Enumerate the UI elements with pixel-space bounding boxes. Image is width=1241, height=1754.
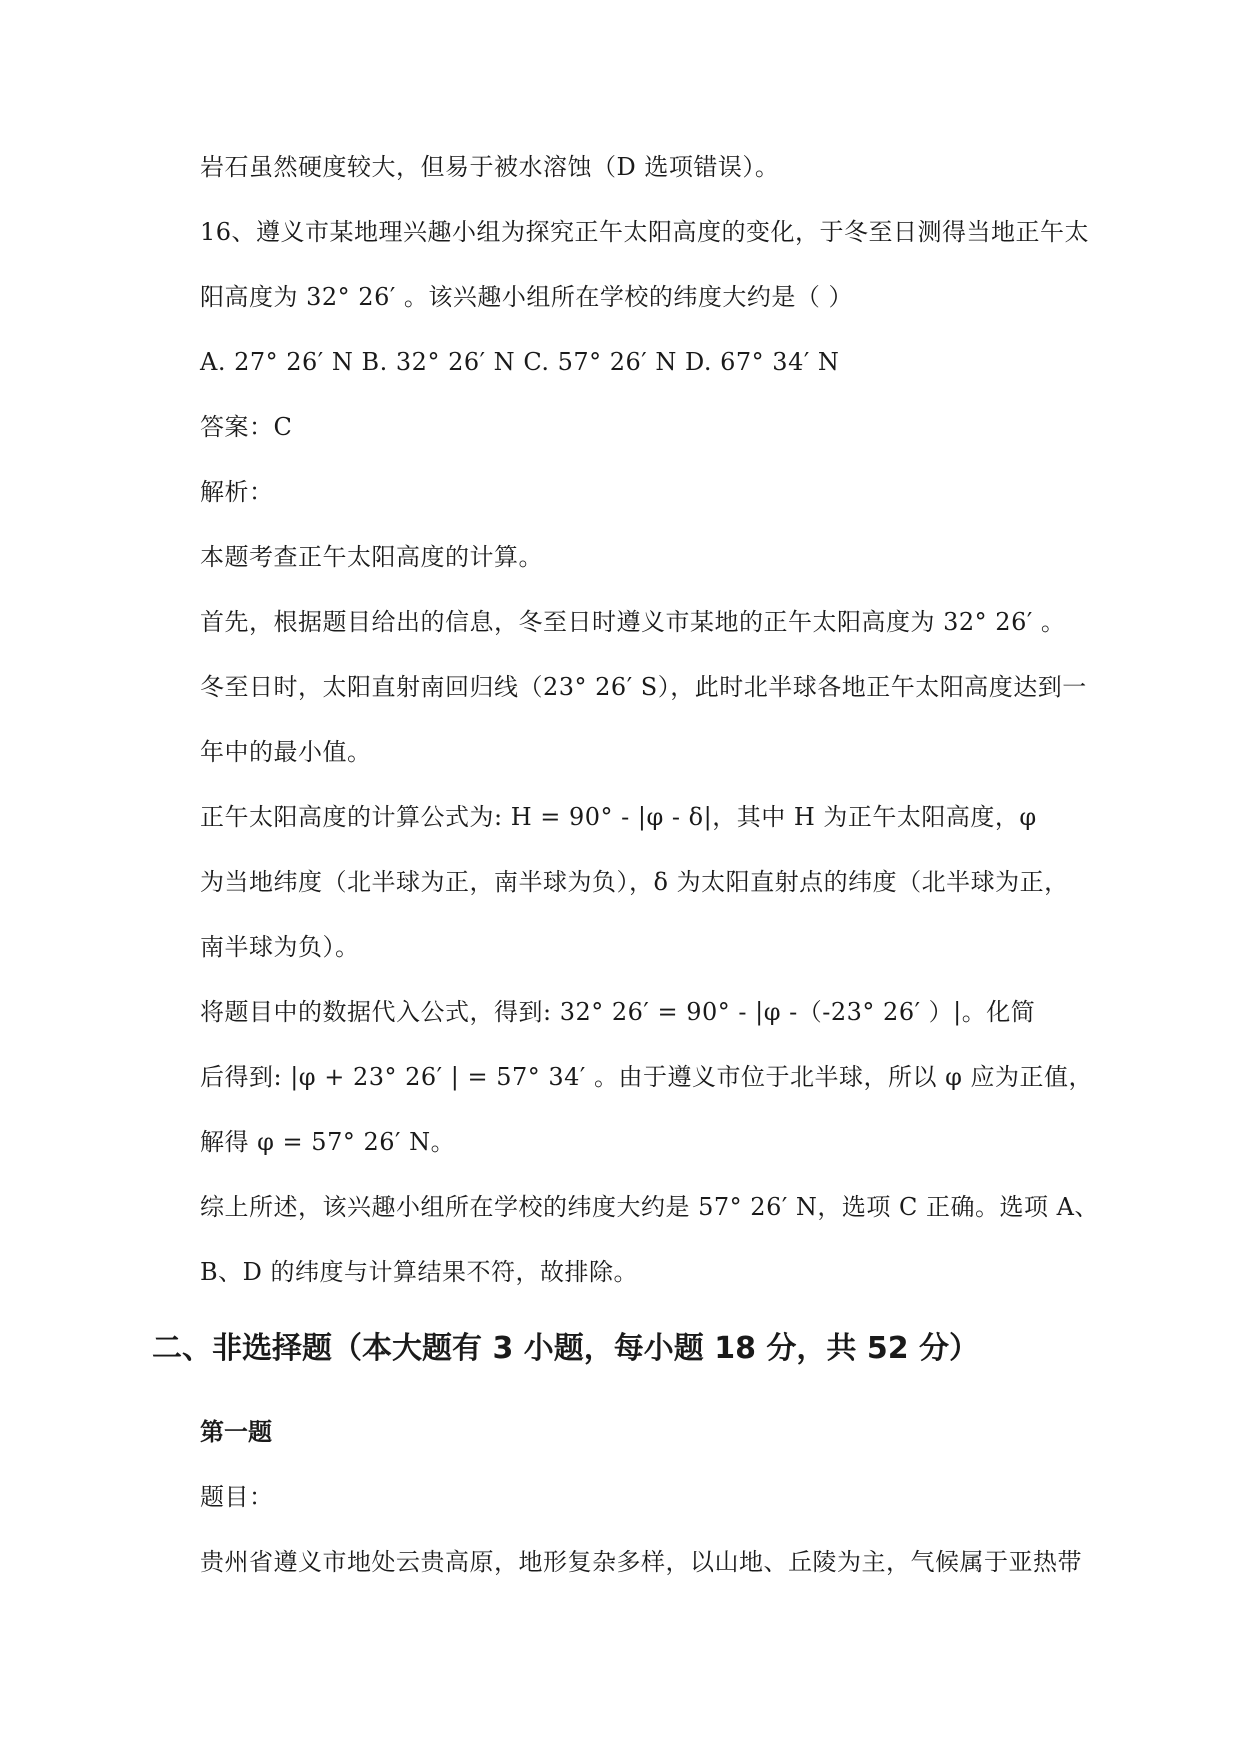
answer-line: 答案：C [200,413,293,441]
question-title: 第一题 [200,1418,272,1446]
text-line: 岩石虽然硬度较大，但易于被水溶蚀（D 选项错误）。 [200,153,780,181]
formula-line: 南半球为负）。 [200,933,360,961]
formula-line: 为当地纬度（北半球为正，南半球为负），δ 为太阳直射点的纬度（北半球为正， [200,868,1069,896]
conclusion-line: 综上所述，该兴趣小组所在学校的纬度大约是 57° 26′ N，选项 C 正确。选项 A、 [200,1193,1099,1221]
calculation-line: 将题目中的数据代入公式，得到: 32° 26′ = 90° - |φ -（-23° 26′ ）|。化简 [200,998,1036,1026]
formula-line: 正午太阳高度的计算公式为: H = 90° - |φ - δ|，其中 H 为正午太阳高度，φ [200,803,1037,831]
analysis-label: 解析： [200,478,274,506]
calculation-line: 后得到: |φ + 23° 26′ | = 57° 34′ 。由于遵义市位于北半球，所以 φ 应为正值， [200,1063,1094,1091]
question-text: 贵州省遵义市地处云贵高原，地形复杂多样，以山地、丘陵为主，气候属于亚热带 [200,1548,1082,1576]
question-16-stem-line-1: 16、遵义市某地理兴趣小组为探究正午太阳高度的变化，于冬至日测得当地正午太 [200,218,1090,246]
question-16-options: A. 27° 26′ N B. 32° 26′ N C. 57° 26′ N D. 67° 34′ N [200,348,840,376]
analysis-line: 本题考查正午太阳高度的计算。 [200,543,543,571]
analysis-line: 冬至日时，太阳直射南回归线（23° 26′ S），此时北半球各地正午太阳高度达到一 [200,673,1087,701]
conclusion-line: B、D 的纬度与计算结果不符，故排除。 [200,1258,639,1286]
section-heading: 二、非选择题（本大题有 3 小题，每小题 18 分，共 52 分） [152,1331,980,1366]
analysis-line: 首先，根据题目给出的信息，冬至日时遵义市某地的正午太阳高度为 32° 26′ 。 [200,608,1066,636]
calculation-line: 解得 φ = 57° 26′ N。 [200,1128,456,1156]
question-16-stem-line-2: 阳高度为 32° 26′ 。该兴趣小组所在学校的纬度大约是（ ） [200,283,854,311]
question-label: 题目： [200,1483,274,1511]
analysis-line: 年中的最小值。 [200,738,372,766]
